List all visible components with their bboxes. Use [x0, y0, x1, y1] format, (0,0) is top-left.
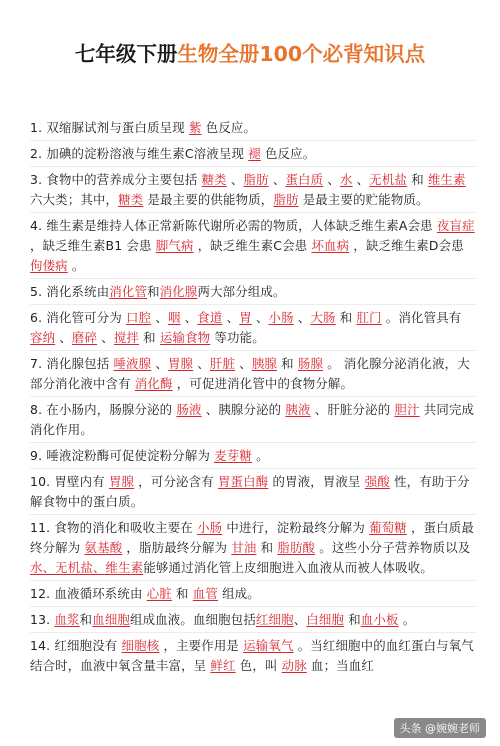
item-text: 。 — [398, 611, 416, 627]
keyword-answer: 脂肪 — [243, 171, 269, 187]
keyword-answer: 糖类 — [201, 171, 227, 187]
item-text: 。消化管具有 — [381, 309, 462, 325]
item-text: 中进行，淀粉最终分解为 — [222, 519, 370, 535]
keyword-answer: 胃腺 — [108, 473, 135, 489]
item-text: 性，有助于分解食物中的蛋白质。 — [30, 473, 470, 509]
item-text: 、 — [180, 309, 198, 325]
keyword-answer: 夜盲症 — [436, 217, 475, 233]
keyword-answer: 麦芽糖 — [214, 447, 252, 463]
keyword-answer: 脚气病 — [155, 237, 194, 253]
keyword-answer: 心脏 — [146, 585, 172, 601]
keyword-answer: 消化管 — [109, 283, 148, 299]
item-text: 色反应。 — [260, 145, 316, 161]
item-text: 、 — [352, 171, 370, 187]
item-text: ，缺乏维生素C会患 — [193, 237, 312, 253]
item-text: 六大类；其中， — [30, 191, 119, 207]
keyword-answer: 小肠 — [268, 309, 294, 325]
item-text: 。当红细胞中的血红蛋白与氧气结合时，血液中氧含量丰富，呈 — [30, 637, 474, 673]
item-text: ，蛋白质最终分解为 — [30, 519, 474, 555]
keyword-answer: 食道 — [197, 309, 223, 325]
item-text: ，可分泌含有 — [134, 473, 218, 489]
item-text: 7. 消化腺包括 — [30, 355, 114, 371]
keyword-answer: 甘油 — [231, 539, 257, 555]
item-text: 等功能。 — [210, 329, 265, 345]
item-text: 、 — [55, 329, 72, 345]
keyword-answer: 搅拌 — [113, 329, 140, 345]
item-text: 6. 消化管可分为 — [30, 309, 127, 325]
keyword-answer: 咽 — [167, 309, 181, 325]
item-text: 、 — [151, 309, 168, 325]
item-text: 色，叫 — [235, 657, 282, 673]
item-text: 5. 消化系统由 — [30, 283, 110, 299]
keyword-answer: 消化腺 — [159, 283, 198, 299]
item-text: 。 — [67, 257, 85, 273]
keyword-answer: 佝偻病 — [30, 257, 68, 273]
keyword-answer: 胃腺 — [167, 355, 194, 371]
keyword-answer: 运输食物 — [159, 329, 211, 345]
item-text: 10. 胃壁内有 — [30, 473, 109, 489]
item-text: 、肝脏分泌的 — [310, 401, 395, 417]
keyword-answer: 大肠 — [310, 309, 336, 325]
item-text: 血；当血红 — [306, 657, 374, 673]
keyword-answer: 鲜红 — [210, 657, 236, 673]
knowledge-item — [30, 141, 476, 167]
item-text: 是最主要的贮能物质。 — [298, 191, 429, 207]
keyword-answer: 磨碎 — [71, 329, 98, 345]
keyword-answer: 唾液腺 — [113, 355, 152, 371]
item-text: 和 — [171, 585, 193, 601]
keyword-answer: 胰液 — [285, 401, 311, 417]
keyword-answer: 无机盐 — [369, 171, 408, 187]
item-text: 、 — [222, 309, 240, 325]
keyword-answer: 红细胞 — [255, 611, 294, 627]
item-text: 两大部分组成。 — [197, 283, 286, 299]
keyword-answer: 氨基酸 — [84, 539, 123, 555]
item-text: 共同完成消化作用。 — [30, 401, 475, 437]
item-text: ，可促进消化管中的食物分解。 — [172, 375, 354, 391]
keyword-answer: 胃 — [239, 309, 252, 325]
item-text: 和 — [147, 283, 160, 299]
keyword-answer: 白细胞 — [306, 611, 345, 627]
item-text: 14. 红细胞没有 — [30, 637, 122, 653]
keyword-answer: 脂肪酸 — [277, 539, 316, 555]
item-text: ，主要作用是 — [159, 637, 244, 653]
item-text: 3. 食物中的营养成分主要包括 — [30, 171, 202, 187]
keyword-answer: 脂肪 — [273, 191, 299, 207]
item-text: 和 — [344, 611, 361, 627]
keyword-answer: 小肠 — [197, 519, 223, 535]
keyword-answer: 容纳 — [30, 329, 56, 345]
item-text: 和 — [139, 329, 160, 345]
keyword-answer: 肛门 — [356, 309, 382, 325]
item-text: 、 — [193, 355, 210, 371]
item-text: 和 — [335, 309, 357, 325]
item-text: 9. 唾液淀粉酶可促使淀粉分解为 — [30, 447, 215, 463]
item-text: 、 — [268, 171, 286, 187]
item-text: 和 — [407, 171, 428, 187]
keyword-answer: 紫 — [189, 119, 202, 135]
knowledge-item — [30, 469, 476, 515]
keyword-answer: 糖类 — [118, 191, 144, 207]
item-text: 和 — [79, 611, 93, 627]
keyword-answer: 血小板 — [360, 611, 399, 627]
title-subject: 生物全册100个必背知识点 — [177, 42, 426, 66]
item-text: 2. 加碘的淀粉溶液与维生素C溶液呈现 — [30, 145, 249, 161]
watermark: 头条 @婉婉老师 — [394, 718, 487, 738]
item-text: 13. — [30, 611, 55, 627]
keyword-answer: 维生素 — [427, 171, 466, 187]
item-text: 。 — [251, 447, 269, 463]
knowledge-item — [30, 167, 476, 213]
item-text: 和 — [256, 539, 278, 555]
title-grade: 七年级下册 — [74, 42, 178, 66]
knowledge-item — [30, 351, 476, 397]
knowledge-item — [30, 607, 476, 633]
knowledge-item — [30, 633, 476, 678]
item-text: 、 — [251, 309, 269, 325]
item-text: 、 — [323, 171, 340, 187]
knowledge-item — [30, 279, 476, 305]
item-text: 能够通过消化管上皮细胞进入血液从而被人体吸收。 — [143, 559, 433, 575]
keyword-answer: 水 — [339, 171, 353, 187]
keyword-answer: 血管 — [192, 585, 218, 601]
keyword-answer: 肠液 — [176, 401, 202, 417]
knowledge-list — [30, 115, 476, 678]
keyword-answer: 口腔 — [126, 309, 152, 325]
keyword-answer: 血浆 — [54, 611, 80, 627]
item-text: 和 — [277, 355, 298, 371]
item-text: 1. 双缩脲试剂与蛋白质呈现 — [30, 119, 189, 135]
keyword-answer: 肝脏 — [209, 355, 236, 371]
item-text: 色反应。 — [201, 119, 257, 135]
keyword-answer: 血细胞 — [92, 611, 131, 627]
item-text: ，脂肪最终分解为 — [122, 539, 232, 555]
knowledge-item — [30, 443, 476, 469]
keyword-answer: 胆汁 — [394, 401, 420, 417]
item-text: 、 — [226, 171, 244, 187]
knowledge-item — [30, 213, 476, 279]
item-text: 组成。 — [217, 585, 260, 601]
keyword-answer: 坏血病 — [311, 237, 350, 253]
keyword-answer: 蛋白质 — [285, 171, 324, 187]
keyword-answer: 水、无机盐、维生素 — [30, 559, 144, 575]
item-text: 的胃液，胃液呈 — [268, 473, 365, 489]
item-text: ，缺乏维生素B1 会患 — [30, 237, 156, 253]
keyword-answer: 细胞核 — [121, 637, 160, 653]
keyword-answer: 褪 — [248, 145, 261, 161]
item-text: 组成血液。血细胞包括 — [130, 611, 256, 627]
keyword-answer: 胃蛋白酶 — [217, 473, 269, 489]
knowledge-item — [30, 515, 476, 581]
keyword-answer: 胰腺 — [251, 355, 277, 371]
keyword-answer: 肠腺 — [297, 355, 324, 371]
keyword-answer: 消化酶 — [134, 375, 173, 391]
item-text: 、 — [293, 309, 311, 325]
keyword-answer: 葡萄糖 — [369, 519, 407, 535]
item-text: 11. 食物的消化和吸收主要在 — [30, 519, 198, 535]
item-text: 。 消化腺分泌消化液，大部分消化液中含有 — [30, 355, 470, 391]
knowledge-item — [30, 115, 476, 141]
item-text: 、 — [235, 355, 252, 371]
keyword-answer: 动脉 — [281, 657, 307, 673]
knowledge-item — [30, 305, 476, 351]
item-text: 。这些小分子营养物质以及 — [315, 539, 471, 555]
knowledge-item — [30, 581, 476, 607]
item-text: 、 — [151, 355, 168, 371]
item-text: 、 — [293, 611, 307, 627]
item-text: 是最主要的供能物质， — [143, 191, 274, 207]
page-title — [0, 39, 500, 69]
item-text: 、 — [97, 329, 114, 345]
keyword-answer: 强酸 — [364, 473, 390, 489]
item-text: 8. 在小肠内，肠腺分泌的 — [30, 401, 177, 417]
item-text: 12. 血液循环系统由 — [30, 585, 147, 601]
knowledge-item — [30, 397, 476, 443]
item-text: 、胰腺分泌的 — [201, 401, 286, 417]
item-text: ，缺乏维生素D会患 — [349, 237, 464, 253]
item-text: 4. 维生素是维持人体正常新陈代谢所必需的物质，人体缺乏维生素A会患 — [30, 217, 437, 233]
keyword-answer: 运输氧气 — [243, 637, 294, 653]
